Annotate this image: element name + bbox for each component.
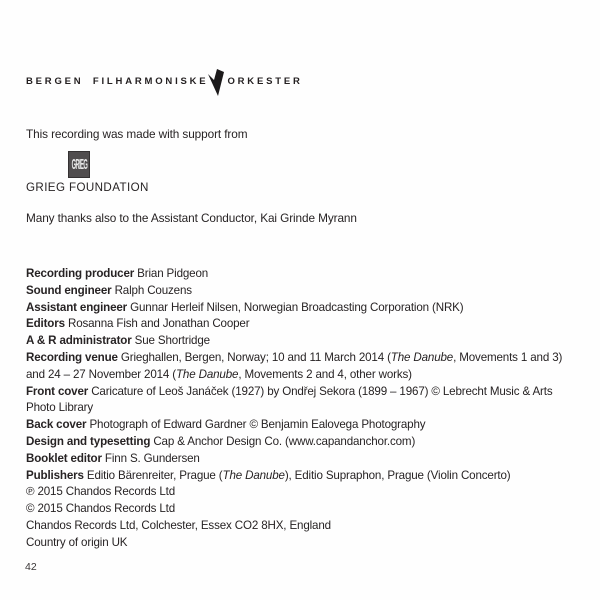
credit-segment: Publishers (26, 468, 87, 482)
credit-segment: , Movements 2 and 4, other works) (238, 367, 412, 381)
page-number: 42 (25, 561, 37, 573)
credit-segment: Recording producer (26, 267, 138, 280)
credit-segment: Grieghallen, Bergen, Norway; 10 and 11 March 2014 ( (120, 350, 391, 364)
credit-segment: A & R administrator (26, 334, 135, 348)
credit-segment: © 2015 Chandos Records Ltd (26, 502, 176, 516)
credit-line (26, 468, 573, 485)
credit-line (26, 484, 573, 501)
credit-segment: Editors (26, 317, 68, 331)
credit-line (26, 333, 573, 350)
credit-segment: Cap & Anchor Design Co. (www.capandanchor.com) (153, 434, 416, 448)
credit-segment: The Danube (222, 468, 285, 482)
credit-segment: Sound engineer (26, 283, 115, 297)
credit-segment: , Movements 1 and 3) and 24 – 27 November 2014 ( (26, 350, 563, 381)
credit-segment: Editio Bärenreiter, Prague ( (86, 468, 223, 482)
credit-line (26, 434, 573, 451)
credit-segment: The Danube (390, 350, 454, 364)
credits-list (26, 266, 573, 552)
credit-line (26, 300, 573, 317)
credit-segment: Caricature of Leoš Janáček (1927) by Ondřej Sekora (1899 – 1967) © Lebrecht Music & Arts Photo Library (26, 384, 553, 415)
credit-line (26, 266, 573, 283)
credit-segment: Front cover (26, 384, 92, 398)
credit-segment: Rosanna Fish and Jonathan Cooper (67, 317, 250, 331)
credit-line (26, 417, 573, 434)
credit-segment: Recording venue (26, 350, 121, 364)
support-intro-text: This recording was made with support from (26, 127, 248, 141)
credit-segment: Photograph of Edward Gardner © Benjamin Ealovega Photography (89, 418, 426, 432)
grieg-foundation-label: GRIEG FOUNDATION (26, 181, 149, 194)
grieg-foundation-logo (68, 151, 90, 178)
credit-segment: Brian Pidgeon (137, 267, 209, 280)
grieg-foundation-logo-text: GRIEG (71, 156, 87, 173)
orchestra-logo-triangle-icon (208, 69, 224, 96)
credit-line (26, 451, 573, 468)
credit-segment: Booklet editor (26, 451, 105, 465)
credit-line (26, 501, 573, 518)
credit-segment: Design and typesetting (26, 434, 154, 448)
credit-segment: Assistant engineer (26, 300, 131, 314)
credit-segment: ℗ 2015 Chandos Records Ltd (26, 485, 176, 499)
credit-segment: Finn S. Gundersen (104, 451, 200, 465)
credit-line (26, 350, 573, 384)
credit-line (26, 384, 573, 418)
credit-segment: The Danube (176, 367, 239, 381)
credit-segment: Chandos Records Ltd, Colchester, Essex CO2 8HX, England (26, 518, 331, 532)
credit-segment: Back cover (26, 418, 90, 432)
orchestra-logo-text-left: BERGEN FILHARMONISKE (26, 75, 209, 87)
credit-segment: Ralph Couzens (114, 283, 192, 297)
credit-line (26, 283, 573, 300)
credit-line (26, 535, 573, 552)
thanks-line: Many thanks also to the Assistant Conductor, Kai Grinde Myrann (26, 211, 357, 225)
credit-segment: ), Editio Supraphon, Prague (Violin Concerto) (284, 468, 511, 482)
credit-line (26, 518, 573, 535)
credit-line (26, 316, 573, 333)
credit-segment: Country of origin UK (26, 535, 128, 549)
orchestra-logo (26, 66, 303, 96)
credit-segment: Gunnar Herleif Nilsen, Norwegian Broadcasting Corporation (NRK) (130, 300, 464, 314)
orchestra-logo-text-right: ORKESTER (227, 75, 303, 87)
credit-segment: Sue Shortridge (134, 334, 210, 348)
